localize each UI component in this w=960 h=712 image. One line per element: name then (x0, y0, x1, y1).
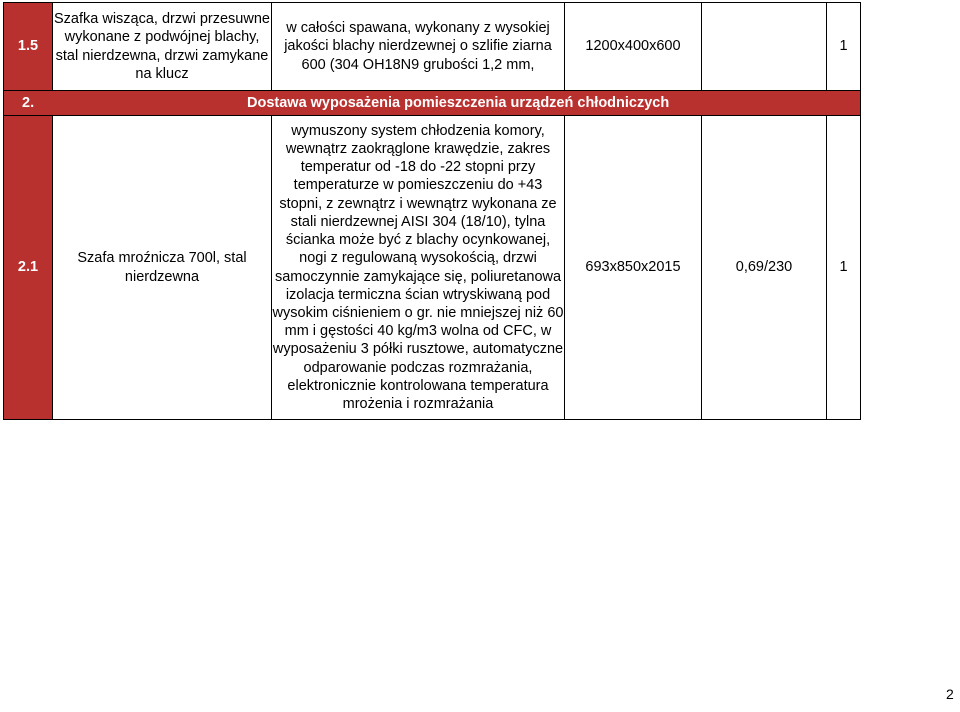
item-dimensions: 693x850x2015 (565, 116, 702, 420)
item-quantity: 1 (827, 3, 861, 91)
section-header (4, 91, 861, 116)
item-number: 2.1 (4, 116, 53, 420)
item-number: 1.5 (4, 3, 53, 91)
item-name: Szafa mroźnicza 700l, stal nierdzewna (53, 116, 272, 420)
item-dimensions: 1200x400x600 (565, 3, 702, 91)
item-description: wymuszony system chłodzenia komory, wewnątrz zaokrąglone krawędzie, zakres temperatur od -18 do -22 stopni przy temperaturze w pomieszczeniu do +43 stopni, z zewnątrz i wewnątrz wykonana ze stali nierdzewnej AISI 304 (18/10), tylna ścianka może być z blachy ocynkowanej, nogi z regulowaną wysokością, drzwi samoczynnie zamykające się, poliuretanowa izolacja termiczna ścian wtryskiwaną pod wysokim ciśnieniem o gr. nie mniejszej niż 60 mm i gęstości 40 kg/m3 wolna od CFC, w wyposażeniu 3 półki rusztowe, automatyczne odparowanie podczas rozmrażania, elektronicznie kontrolowana temperatura mrożenia i rozmrażania (272, 116, 565, 420)
item-name: Szafka wisząca, drzwi przesuwne wykonane z podwójnej blachy, stal nierdzewna, drzwi zamykane na klucz (53, 3, 272, 91)
equipment-table (3, 2, 861, 420)
section-title: Dostawa wyposażenia pomieszczenia urządzeń chłodniczych (247, 95, 670, 111)
section-header-row (4, 91, 861, 116)
section-number: 2. (22, 95, 35, 111)
table-row (4, 3, 861, 91)
item-description: w całości spawana, wykonany z wysokiej jakości blachy nierdzewnej o szlifie ziarna 600 (304 OH18N9 grubości 1,2 mm, (272, 3, 565, 91)
item-power (702, 3, 827, 91)
page-number: 2 (946, 686, 954, 702)
item-quantity: 1 (827, 116, 861, 420)
table-row (4, 116, 861, 420)
item-power: 0,69/230 (702, 116, 827, 420)
